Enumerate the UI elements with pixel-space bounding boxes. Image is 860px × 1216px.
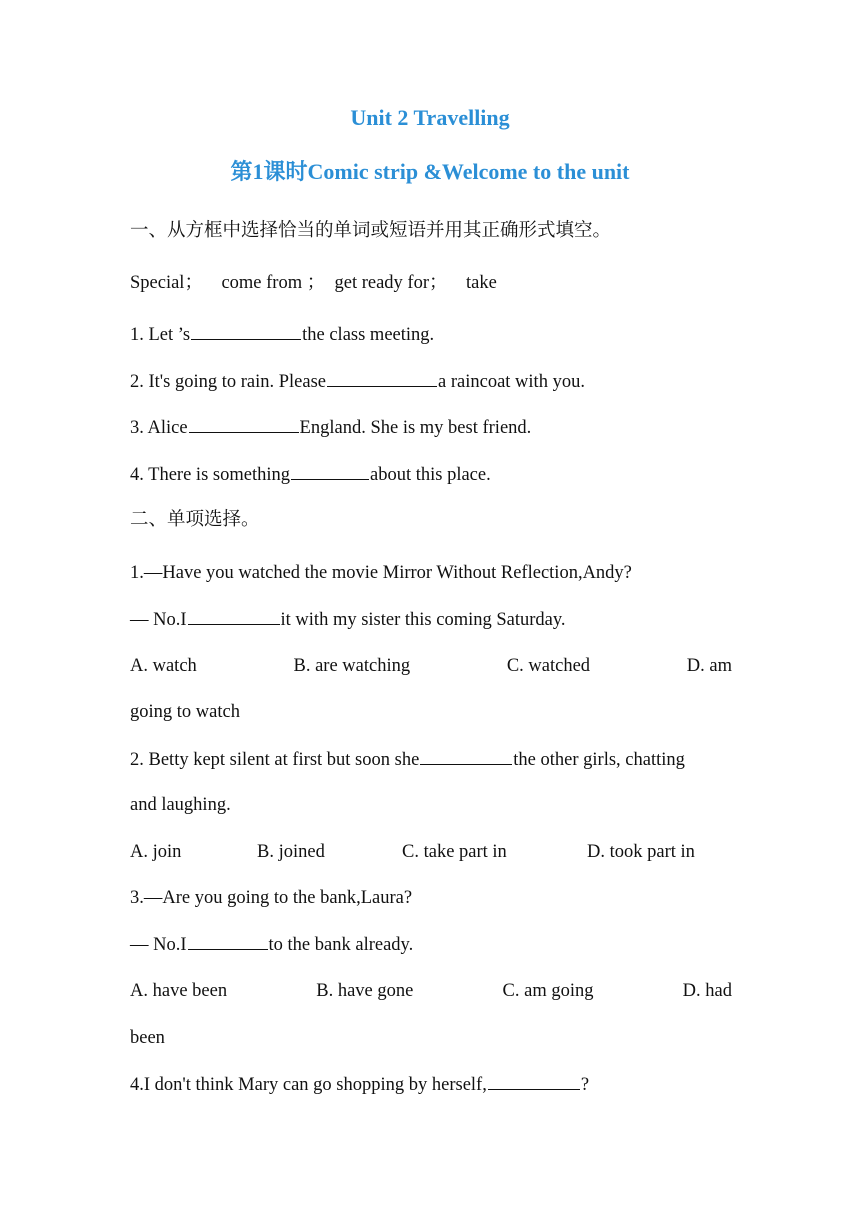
reply-text: it with my sister this coming Saturday. [280, 610, 566, 630]
option-d[interactable]: D. am [686, 656, 732, 676]
fill-item-text: a raincoat with you. [438, 372, 585, 392]
question-1-stem: 1.—Have you watched the movie Mirror Without Reflection,Andy? [130, 563, 632, 583]
word-box-item: come from ； [221, 273, 326, 293]
answer-blank[interactable] [291, 461, 369, 480]
answer-blank[interactable] [188, 606, 280, 625]
question-2-stem [130, 746, 732, 773]
fill-item-text: about this place. [369, 465, 491, 485]
reply-text: — No.I [130, 610, 187, 630]
option-d-continued: been [130, 1028, 165, 1048]
option-d[interactable]: D. had [682, 981, 732, 1001]
option-a[interactable]: A. have been [130, 981, 228, 1001]
option-b[interactable]: B. have gone [316, 981, 414, 1001]
fill-item-text: the class meeting. [302, 325, 435, 345]
reply-text: to the bank already. [268, 935, 414, 955]
stem-text: 4.I don't think Mary can go shopping by herself, [130, 1075, 487, 1095]
stem-text: ? [580, 1075, 590, 1095]
page-title: Unit 2 Travelling [350, 105, 510, 130]
fill-item-4 [130, 461, 732, 488]
word-box [130, 270, 732, 296]
option-c[interactable]: C. am going [502, 981, 594, 1001]
lesson-subtitle: 第1课时Comic strip &Welcome to the unit [230, 159, 630, 184]
fill-item-3 [130, 414, 732, 441]
question-3-reply [130, 931, 732, 958]
answer-blank[interactable] [189, 414, 299, 433]
question-2-stem-continued: and laughing. [130, 795, 231, 815]
reply-text: — No.I [130, 935, 187, 955]
word-box-item: Special； [130, 273, 203, 293]
question-3-options [130, 978, 732, 1004]
option-b[interactable]: B. joined [257, 842, 325, 862]
word-box-item: get ready for； [334, 273, 448, 293]
question-1-options [130, 653, 732, 679]
answer-blank[interactable] [420, 746, 512, 765]
question-1-reply [130, 606, 732, 633]
answer-blank[interactable] [191, 321, 301, 340]
option-a[interactable]: A. watch [130, 656, 197, 676]
fill-item-text: England. She is my best friend. [299, 418, 532, 438]
fill-item-text: 3. Alice [130, 418, 188, 438]
answer-blank[interactable] [488, 1071, 580, 1090]
section1-heading: 一、从方框中选择恰当的单词或短语并用其正确形式填空。 [130, 221, 612, 241]
question-3-stem: 3.—Are you going to the bank,Laura? [130, 888, 413, 908]
option-d[interactable]: D. took part in [587, 842, 695, 862]
stem-text: the other girls, chatting [513, 750, 685, 770]
stem-text: 2. Betty kept silent at first but soon she [130, 750, 420, 770]
fill-item-2 [130, 368, 732, 395]
option-a[interactable]: A. join [130, 842, 182, 862]
word-box-item: take [466, 273, 497, 293]
section2-heading: 二、单项选择。 [130, 510, 260, 530]
answer-blank[interactable] [188, 931, 268, 950]
option-d-continued: going to watch [130, 702, 240, 722]
question-4-stem [130, 1071, 732, 1098]
fill-item-text: 2. It's going to rain. Please [130, 372, 327, 392]
fill-item-1 [130, 321, 732, 348]
fill-item-text: 1. Let ’s [130, 325, 191, 345]
option-b[interactable]: B. are watching [293, 656, 411, 676]
answer-blank[interactable] [327, 368, 437, 387]
fill-item-text: 4. There is something [130, 465, 290, 485]
option-c[interactable]: C. take part in [402, 842, 507, 862]
option-c[interactable]: C. watched [506, 656, 591, 676]
